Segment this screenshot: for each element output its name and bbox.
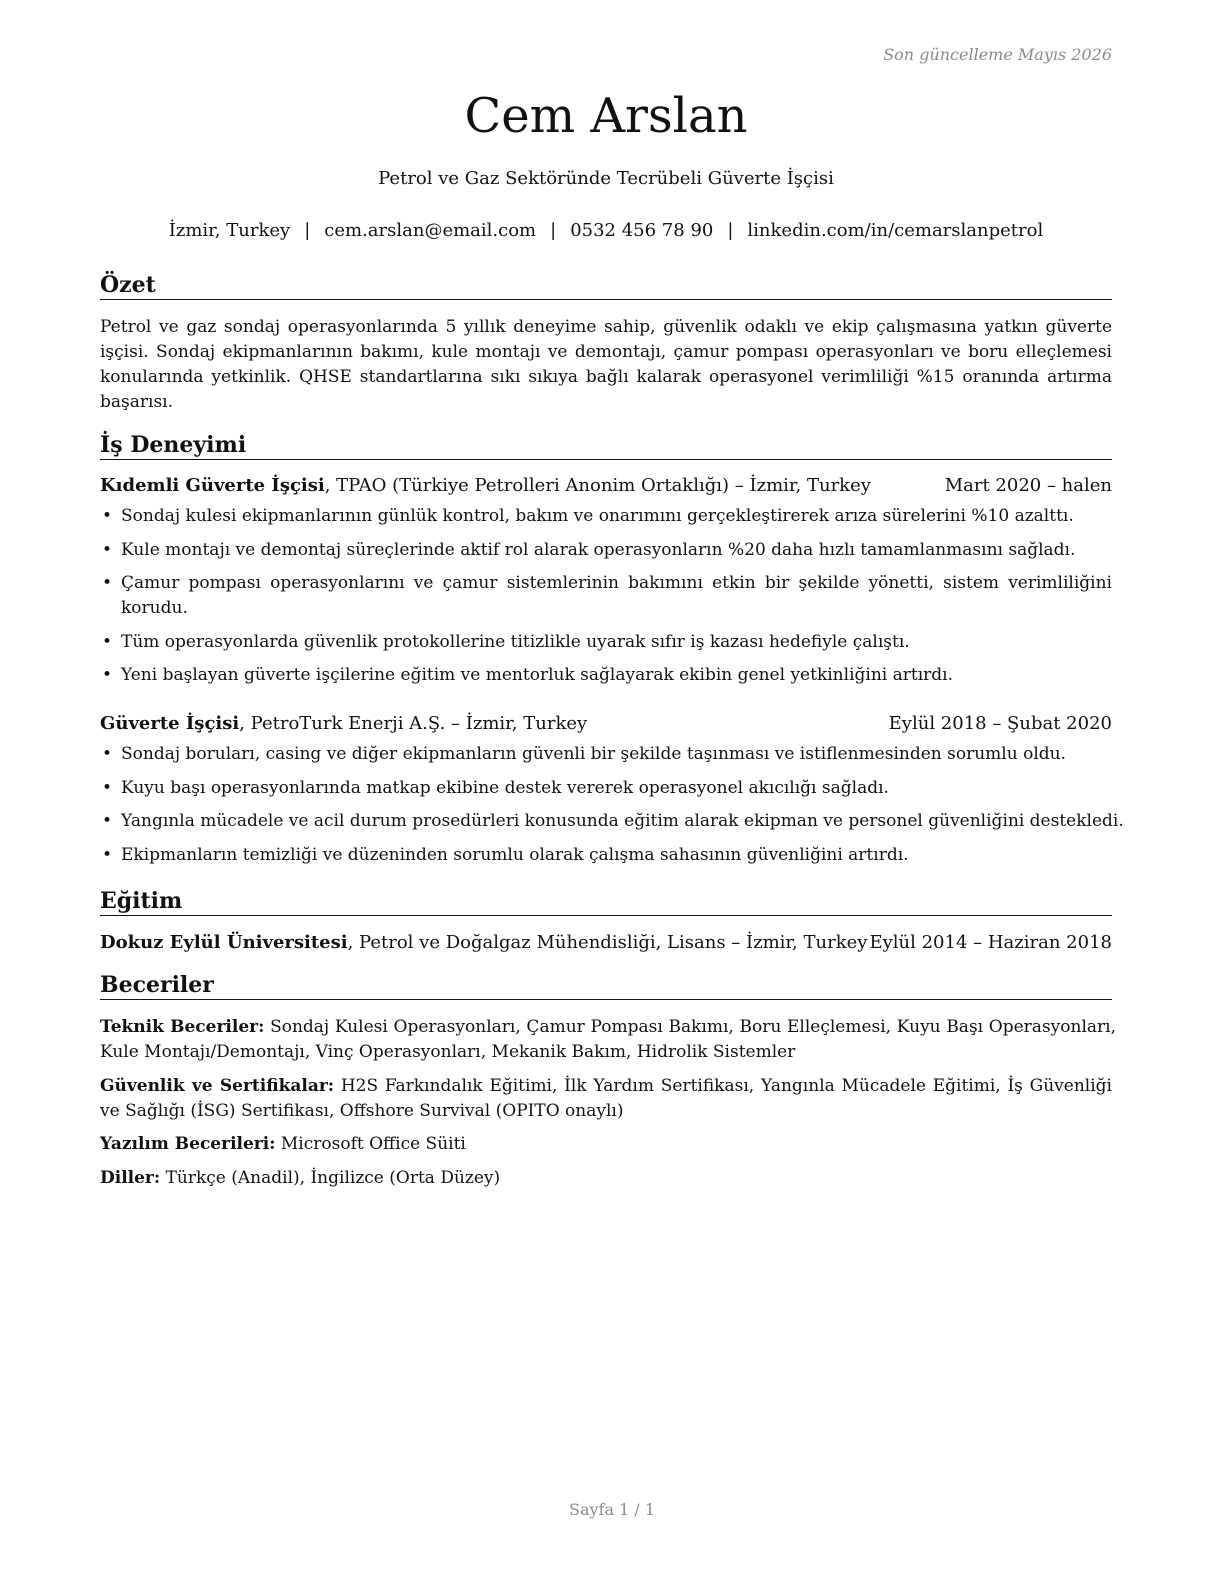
contact-line [100,219,1112,243]
skill-label: Teknik Beceriler: [100,1017,265,1037]
job-role: Kıdemli Güverte İşçisi [100,475,325,496]
section-title-skills: Beceriler [100,971,1112,1000]
skill-row-technical [100,1015,1116,1065]
contact-separator: | [304,220,311,241]
skill-row-software [100,1132,1116,1157]
skill-text: Microsoft Office Süiti [275,1134,466,1154]
education-school: Dokuz Eylül Üniversitesi [100,932,348,953]
contact-separator: | [550,220,557,241]
skill-row-languages [100,1166,1116,1191]
skill-label: Yazılım Becerileri: [100,1134,276,1154]
contact-email[interactable]: cem.arslan@email.com [324,220,537,241]
contact-phone: 0532 456 78 90 [570,220,714,241]
job-role: Güverte İşçisi [100,713,240,734]
skill-text: Sondaj Kulesi Operasyonları, Çamur Pompası Bakımı, Boru Elleçlemesi, Kuyu Başı Operasyonları, Kule Montajı/Demontajı, Vinç Operasyonları, Mekanik Bakım, Hidrolik Sistemler [100,1017,1116,1062]
candidate-name: Cem Arslan [464,88,748,144]
skill-text: Türkçe (Anadil), İngilizce (Orta Düzey) [160,1168,501,1188]
job-header [100,474,1112,498]
section-title-experience: İş Deneyimi [100,431,1112,460]
list-item: • Tüm operasyonlarda güvenlik protokollerine titizlikle uyarak sıfır iş kazası hedefiyle çalıştı. [102,631,910,652]
last-updated: Son güncelleme Mayıs 2026 [883,45,1112,64]
skill-text: H2S Farkındalık Eğitimi, İlk Yardım Sertifikası, Yangınla Mücadele Eğitimi, İş Güvenliği ve Sağlığı (İSG) Sertifikası, Offshore Survival (OPITO onaylı) [100,1076,1112,1121]
list-item: • Yangınla mücadele ve acil durum prosedürleri konusunda eğitim alarak ekipman ve personel güvenliğini destekledi. [102,811,1124,831]
job-dates: Mart 2020 – halen [944,475,1112,496]
list-item: • Sondaj boruları, casing ve diğer ekipmanların güvenli bir şekilde taşınması ve istiflenmesinden sorumlu oldu. [102,744,1067,764]
list-item: • Yeni başlayan güverte işçilerine eğitim ve mentorluk sağlayarak ekibin genel yetkinliğini artırdı. [102,665,953,685]
skill-label: Diller: [100,1168,161,1188]
job-header [100,712,1112,736]
job-bullet-list [100,742,1124,876]
contact-linkedin[interactable]: linkedin.com/in/cemarslanpetrol [747,220,1044,241]
list-item: • Ekipmanların temizliği ve düzeninden sorumlu olarak çalışma sahasının güvenliğini artırdı. [102,844,909,865]
list-item: • Kule montajı ve demontaj süreçlerinde aktif rol alarak operasyonların %20 daha hızlı tamamlanmasını sağladı. [102,539,1076,560]
skill-label: Güvenlik ve Sertifikalar: [100,1076,335,1096]
candidate-tagline: Petrol ve Gaz Sektöründe Tecrübeli Güverte İşçisi [378,168,834,189]
list-item: • Sondaj kulesi ekipmanlarının günlük kontrol, bakım ve onarımını gerçekleştirerek arıza sürelerini %10 azalttı. [102,506,1074,526]
summary-text: Petrol ve gaz sondaj operasyonlarında 5 yıllık deneyime sahip, güvenlik odaklı ve ekip çalışmasına yatkın güverte işçisi. Sondaj ekipmanlarının bakımı, kule montajı ve demontajı, çamur pompası operasyonları ve boru elleçlemesi konularında yetkinlik. QHSE standartlarına sıkı sıkıya bağlı kalarak operasyonel verimliliği %15 oranında artırma başarısı. [100,317,1112,412]
contact-location: İzmir, Turkey [168,220,291,241]
education-dates: Eylül 2014 – Haziran 2018 [869,932,1112,953]
page-number: Sayfa 1 / 1 [568,1500,655,1519]
list-item: • Çamur pompası operasyonlarını ve çamur sistemlerinin bakımını etkin bir şekilde yönetti, sistem verimliliğini korudu. [102,573,1112,618]
list-item: • Kuyu başı operasyonlarında matkap ekibine destek vererek operasyonel akıcılığı sağladı. [102,777,889,798]
education-detail: , Petrol ve Doğalgaz Mühendisliği, Lisans – İzmir, Turkey [347,932,868,953]
contact-separator: | [727,220,734,241]
education-entry [100,931,1112,955]
job-company: , TPAO (Türkiye Petrolleri Anonim Ortaklığı) – İzmir, Turkey [324,475,871,496]
section-title-summary: Özet [100,271,1112,300]
skill-row-safety [100,1074,1112,1124]
job-bullet-list [100,504,1112,697]
job-dates: Eylül 2018 – Şubat 2020 [888,713,1112,734]
section-title-education: Eğitim [100,887,1112,916]
job-company: , PetroTurk Enerji A.Ş. – İzmir, Turkey [239,713,588,734]
